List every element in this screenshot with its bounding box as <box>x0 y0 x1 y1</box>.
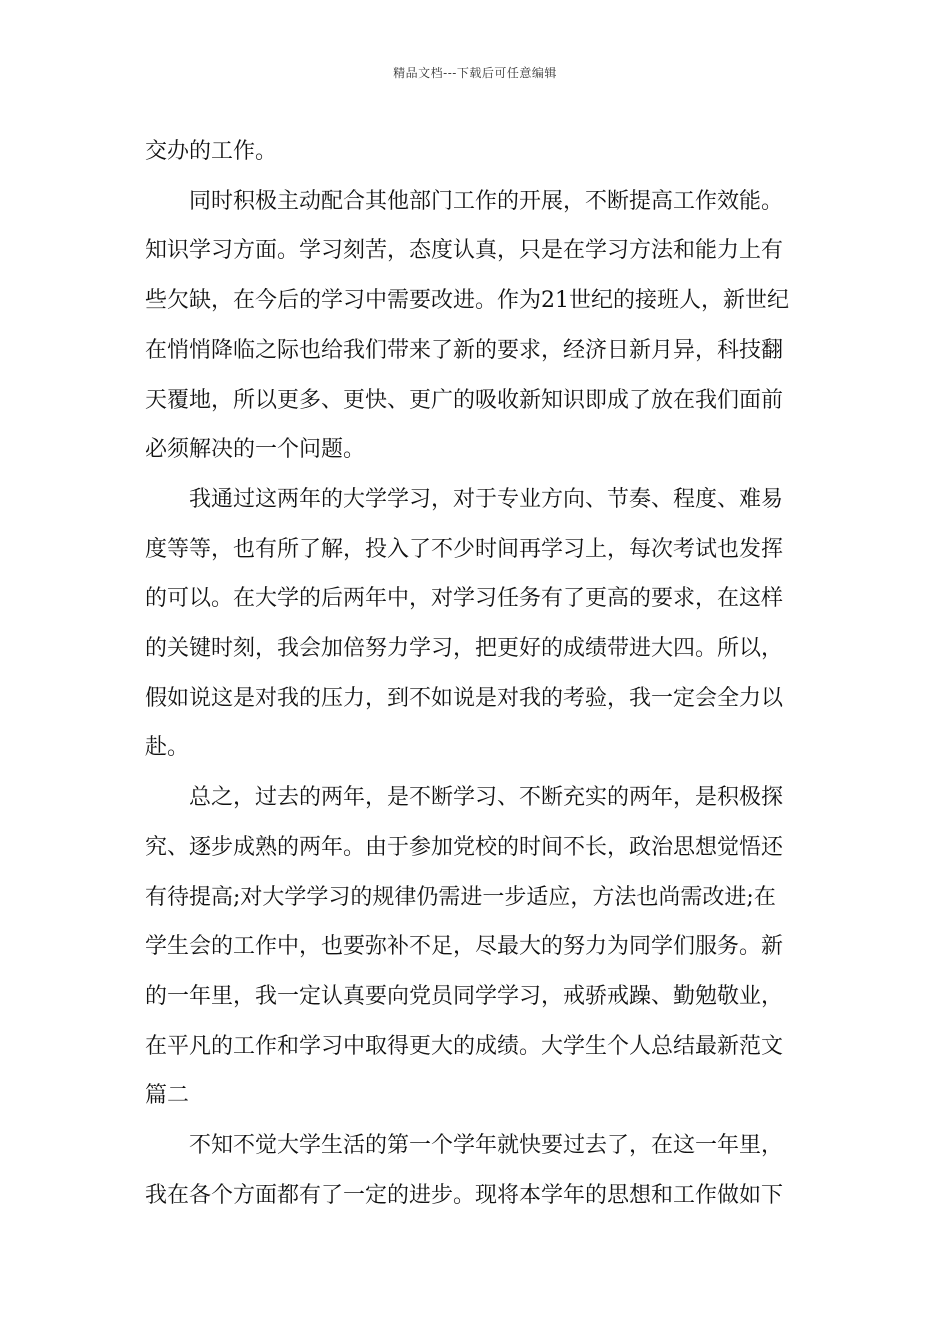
paragraph-line: 篇二 <box>145 1083 190 1109</box>
paragraph-line: 知识学习方面。学习刻苦，态度认真，只是在学习方法和能力上有 <box>145 238 784 264</box>
paragraph-line: 些欠缺，在今后的学习中需要改进。作为21世纪的接班人，新世纪 <box>145 288 789 314</box>
paragraph-line: 总之，过去的两年，是不断学习、不断充实的两年，是积极探 <box>189 785 784 811</box>
paragraph-line: 必须解决的一个问题。 <box>145 437 366 463</box>
paragraph-line: 度等等，也有所了解，投入了不少时间再学习上，每次考试也发挥 <box>145 536 784 562</box>
paragraph-line: 的一年里，我一定认真要向党员同学学习，戒骄戒躁、勤勉敬业， <box>145 983 784 1009</box>
paragraph-line: 同时积极主动配合其他部门工作的开展，不断提高工作效能。 <box>189 188 784 214</box>
paragraph-line: 赴。 <box>145 735 190 761</box>
paragraph-line: 假如说这是对我的压力，到不如说是对我的考验，我一定会全力以 <box>145 685 784 711</box>
document-body <box>145 127 807 1220</box>
paragraph-line: 在平凡的工作和学习中取得更大的成绩。大学生个人总结最新范文 <box>145 1033 784 1059</box>
paragraph-line: 我在各个方面都有了一定的进步。现将本学年的思想和工作做如下 <box>145 1182 784 1208</box>
paragraph-line: 在悄悄降临之际也给我们带来了新的要求，经济日新月异，科技翻 <box>145 337 784 363</box>
paragraph-line: 天覆地，所以更多、更快、更广的吸收新知识即成了放在我们面前 <box>145 387 784 413</box>
paragraph-line: 的关键时刻，我会加倍努力学习，把更好的成绩带进大四。所以， <box>145 636 784 662</box>
paragraph-line: 我通过这两年的大学学习，对于专业方向、节奏、程度、难易 <box>189 486 784 512</box>
paragraph-line: 学生会的工作中，也要弥补不足，尽最大的努力为同学们服务。新 <box>145 934 784 960</box>
paragraph-line: 究、逐步成熟的两年。由于参加党校的时间不长，政治思想觉悟还 <box>145 834 784 860</box>
paragraph-line: 不知不觉大学生活的第一个学年就快要过去了，在这一年里， <box>189 1133 784 1159</box>
paragraph-line: 交办的工作。 <box>145 139 278 164</box>
page-header: 精品文档---下载后可任意编辑 <box>393 66 557 80</box>
paragraph-line: 有待提高;对大学学习的规律仍需进一步适应，方法也尚需改进;在 <box>145 884 776 910</box>
paragraph-line: 的可以。在大学的后两年中，对学习任务有了更高的要求，在这样 <box>145 586 784 612</box>
